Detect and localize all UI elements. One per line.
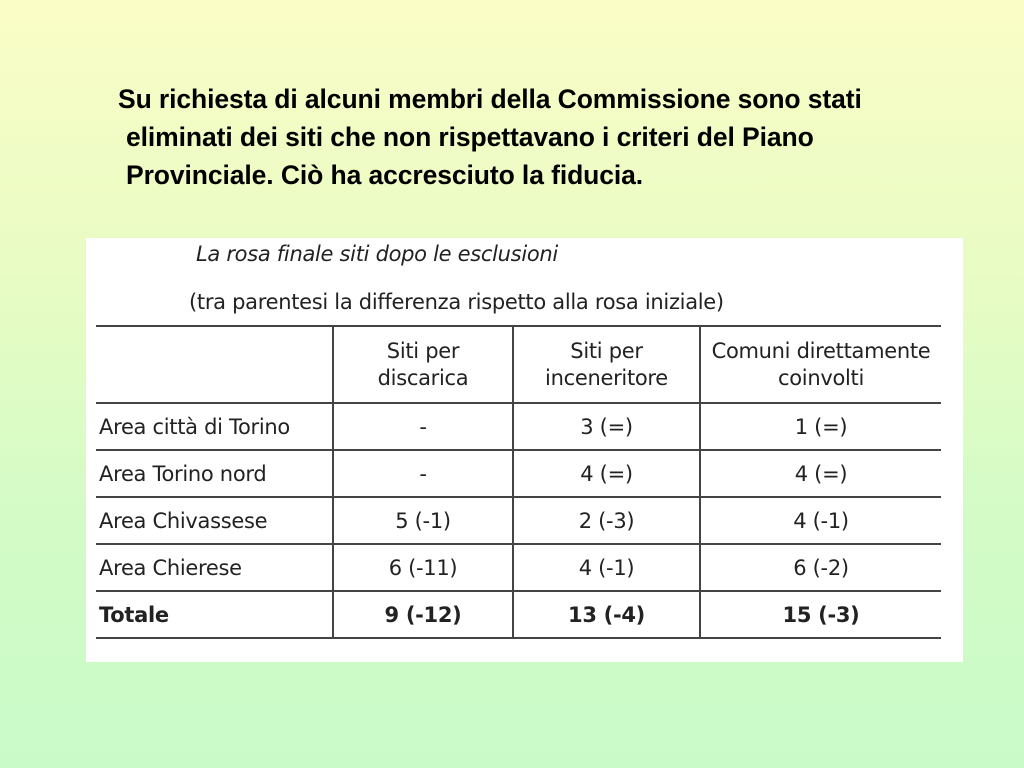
sites-table <box>96 325 941 639</box>
table-header-row <box>96 326 941 403</box>
cell-inceneritore: 4 (-1) <box>513 544 700 591</box>
total-comuni: 15 (-3) <box>700 591 941 638</box>
table-row <box>96 403 941 450</box>
row-label: Area Chierese <box>96 544 333 591</box>
cell-comuni: 6 (-2) <box>700 544 941 591</box>
header-siti-discarica <box>333 326 513 403</box>
table-total-row <box>96 591 941 638</box>
header-line: discarica <box>377 365 469 390</box>
cell-discarica: - <box>333 450 513 497</box>
row-label: Area Torino nord <box>96 450 333 497</box>
total-inceneritore: 13 (-4) <box>513 591 700 638</box>
cell-inceneritore: 3 (=) <box>513 403 700 450</box>
intro-paragraph: Su richiesta di alcuni membri della Commissione sono stati eliminati dei siti che non rispettavano i criteri del Piano Provinciale. Ciò ha accresciuto la fiducia. <box>118 84 862 190</box>
header-comuni-coinvolti <box>700 326 941 403</box>
cell-discarica: 5 (-1) <box>333 497 513 544</box>
cell-comuni: 4 (=) <box>700 450 941 497</box>
table-row <box>96 450 941 497</box>
cell-inceneritore: 4 (=) <box>513 450 700 497</box>
header-line: inceneritore <box>545 365 668 390</box>
header-empty-cell <box>96 326 333 403</box>
row-label: Area città di Torino <box>96 403 333 450</box>
header-line: Siti per <box>570 338 643 363</box>
total-label: Totale <box>96 591 333 638</box>
cell-comuni: 4 (-1) <box>700 497 941 544</box>
table-title: La rosa finale siti dopo le esclusioni <box>196 242 558 266</box>
cell-inceneritore: 2 (-3) <box>513 497 700 544</box>
table-image-panel <box>86 238 963 662</box>
table-note: (tra parentesi la differenza rispetto alla rosa iniziale) <box>189 290 724 314</box>
table-row <box>96 544 941 591</box>
header-line: Siti per <box>386 338 460 363</box>
cell-discarica: - <box>333 403 513 450</box>
row-label: Area Chivassese <box>96 497 333 544</box>
table-row <box>96 497 941 544</box>
header-line: Comuni direttamente <box>711 338 931 363</box>
header-siti-inceneritore <box>513 326 700 403</box>
total-discarica: 9 (-12) <box>333 591 513 638</box>
header-line: coinvolti <box>777 365 865 390</box>
cell-comuni: 1 (=) <box>700 403 941 450</box>
cell-discarica: 6 (-11) <box>333 544 513 591</box>
